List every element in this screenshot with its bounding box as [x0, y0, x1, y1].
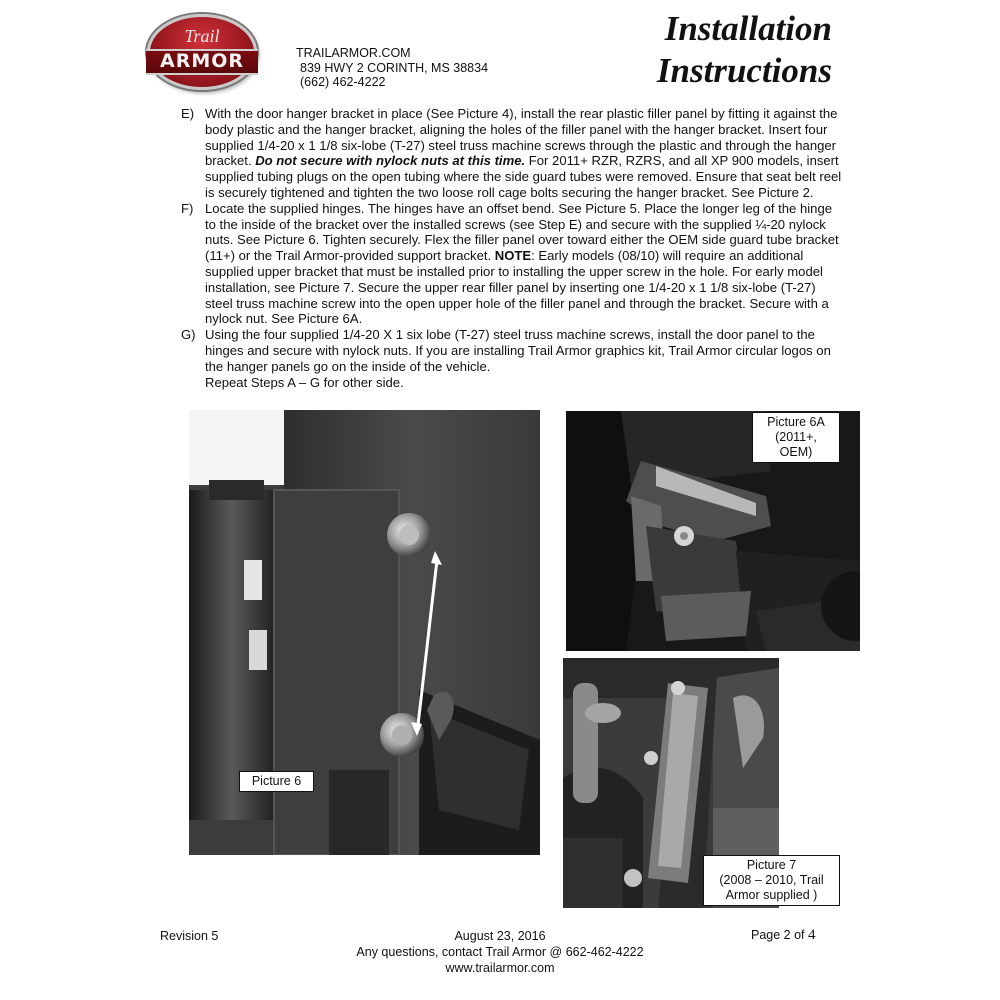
picture-6a-type-line: OEM) — [779, 445, 813, 459]
step-f-note-label: NOTE — [494, 248, 532, 264]
step-e — [178, 106, 846, 201]
picture-7-source-line: Armor supplied ) — [725, 888, 818, 902]
step-e-text-before: With the door hanger bracket in place (See Picture 4), install the rear plastic filler panel by fitting it against the body plastic and the hanger bracket, aligning the holes of the filler panel with the hanger bracket. Insert four supplied 1/4-20 x 1 1/8 six-lobe (T-27) steel truss machine screws through the plastic and through the hanger bracket. — [205, 106, 838, 169]
step-g-text: Using the four supplied 1/4-20 X 1 six lobe (T-27) steel truss machine screws, install the door panel to the hinges and secure with nylock nuts. If you are installing Trail Armor graphics kit, Trail Armor circular logos on the hanger panels go on the inside of the vehicle. — [205, 327, 831, 374]
title-line-2: Instructions — [656, 51, 832, 90]
picture-6-caption — [239, 771, 314, 792]
company-phone: (662) 462-4222 — [300, 75, 386, 89]
trail-armor-logo — [147, 14, 257, 90]
logo-trail-text: Trail — [184, 26, 220, 46]
step-f — [178, 201, 846, 327]
footer-contact: Any questions, contact Trail Armor @ 662-462-4222 — [356, 945, 644, 959]
repeat-note: Repeat Steps A – G for other side. — [205, 374, 404, 390]
company-website: TRAILARMOR.COM — [296, 46, 411, 60]
footer-date: August 23, 2016 — [454, 929, 546, 943]
document-title — [657, 8, 832, 92]
company-contact-block — [296, 46, 488, 90]
step-letter: G) — [181, 327, 196, 343]
step-letter: F) — [181, 200, 194, 216]
title-line-1: Installation — [664, 9, 832, 48]
picture-6a-label: Picture 6A — [767, 415, 825, 429]
step-f-text-after: : Early models (08/10) will require an additional supplied upper bracket that must be installed prior to installing the upper screw in the hole. For early model installation, see Picture 7. Secure the upper rear filler panel by inserting one 1/4-20 x 1 1/8 six-lobe (T-27) steel truss machine screw into the open upper hole of the filler panel and through the bracket. Secure with a nylock nut. See Picture 6A. — [205, 248, 829, 327]
logo-armor-text: ARMOR — [159, 50, 245, 72]
step-f-text-before: Locate the supplied hinges. The hinges have an offset bend. See Picture 5. Place the longer leg of the hinge to the inside of the bracket over the installed screws (see Step E) and secure with the supplied ¼-20 nylock nuts. See Picture 6. Tighten securely. Flex the filler panel over toward either the OEM side guard tube bracket (11+) or the Trail Armor-provided support bracket. — [205, 200, 839, 264]
picture-7-label: Picture 7 — [746, 858, 797, 872]
step-e-warning: Do not secure with nylock nuts at this time. — [255, 153, 526, 169]
footer-revision: Revision 5 — [160, 929, 219, 943]
picture-7-caption — [703, 855, 840, 906]
picture-6a-model-line: (2011+, — [775, 430, 817, 444]
picture-7-years-line: (2008 – 2010, Trail — [719, 873, 824, 887]
step-e-text-after: For 2011+ RZR, RZRS, and all XP 900 models, insert supplied tubing plugs on the open tubing where the side guard tubes were removed. Ensure that seat belt reel is securely tightened and tighten the two loose roll cage bolts securing the hanger bracket. See Picture 2. — [205, 153, 842, 200]
footer-website: www.trailarmor.com — [445, 961, 555, 975]
picture-6a-caption — [752, 412, 840, 463]
page-number-prefix: Page 2 of — [751, 928, 808, 942]
step-letter: E) — [181, 106, 195, 121]
step-g — [178, 327, 846, 374]
page-number-total: 4 — [808, 927, 816, 943]
instruction-steps — [178, 106, 846, 390]
footer-center-block — [300, 928, 700, 976]
footer-page-number — [751, 928, 816, 943]
picture-6-label: Picture 6 — [251, 774, 302, 788]
company-address: 839 HWY 2 CORINTH, MS 38834 — [300, 60, 489, 75]
